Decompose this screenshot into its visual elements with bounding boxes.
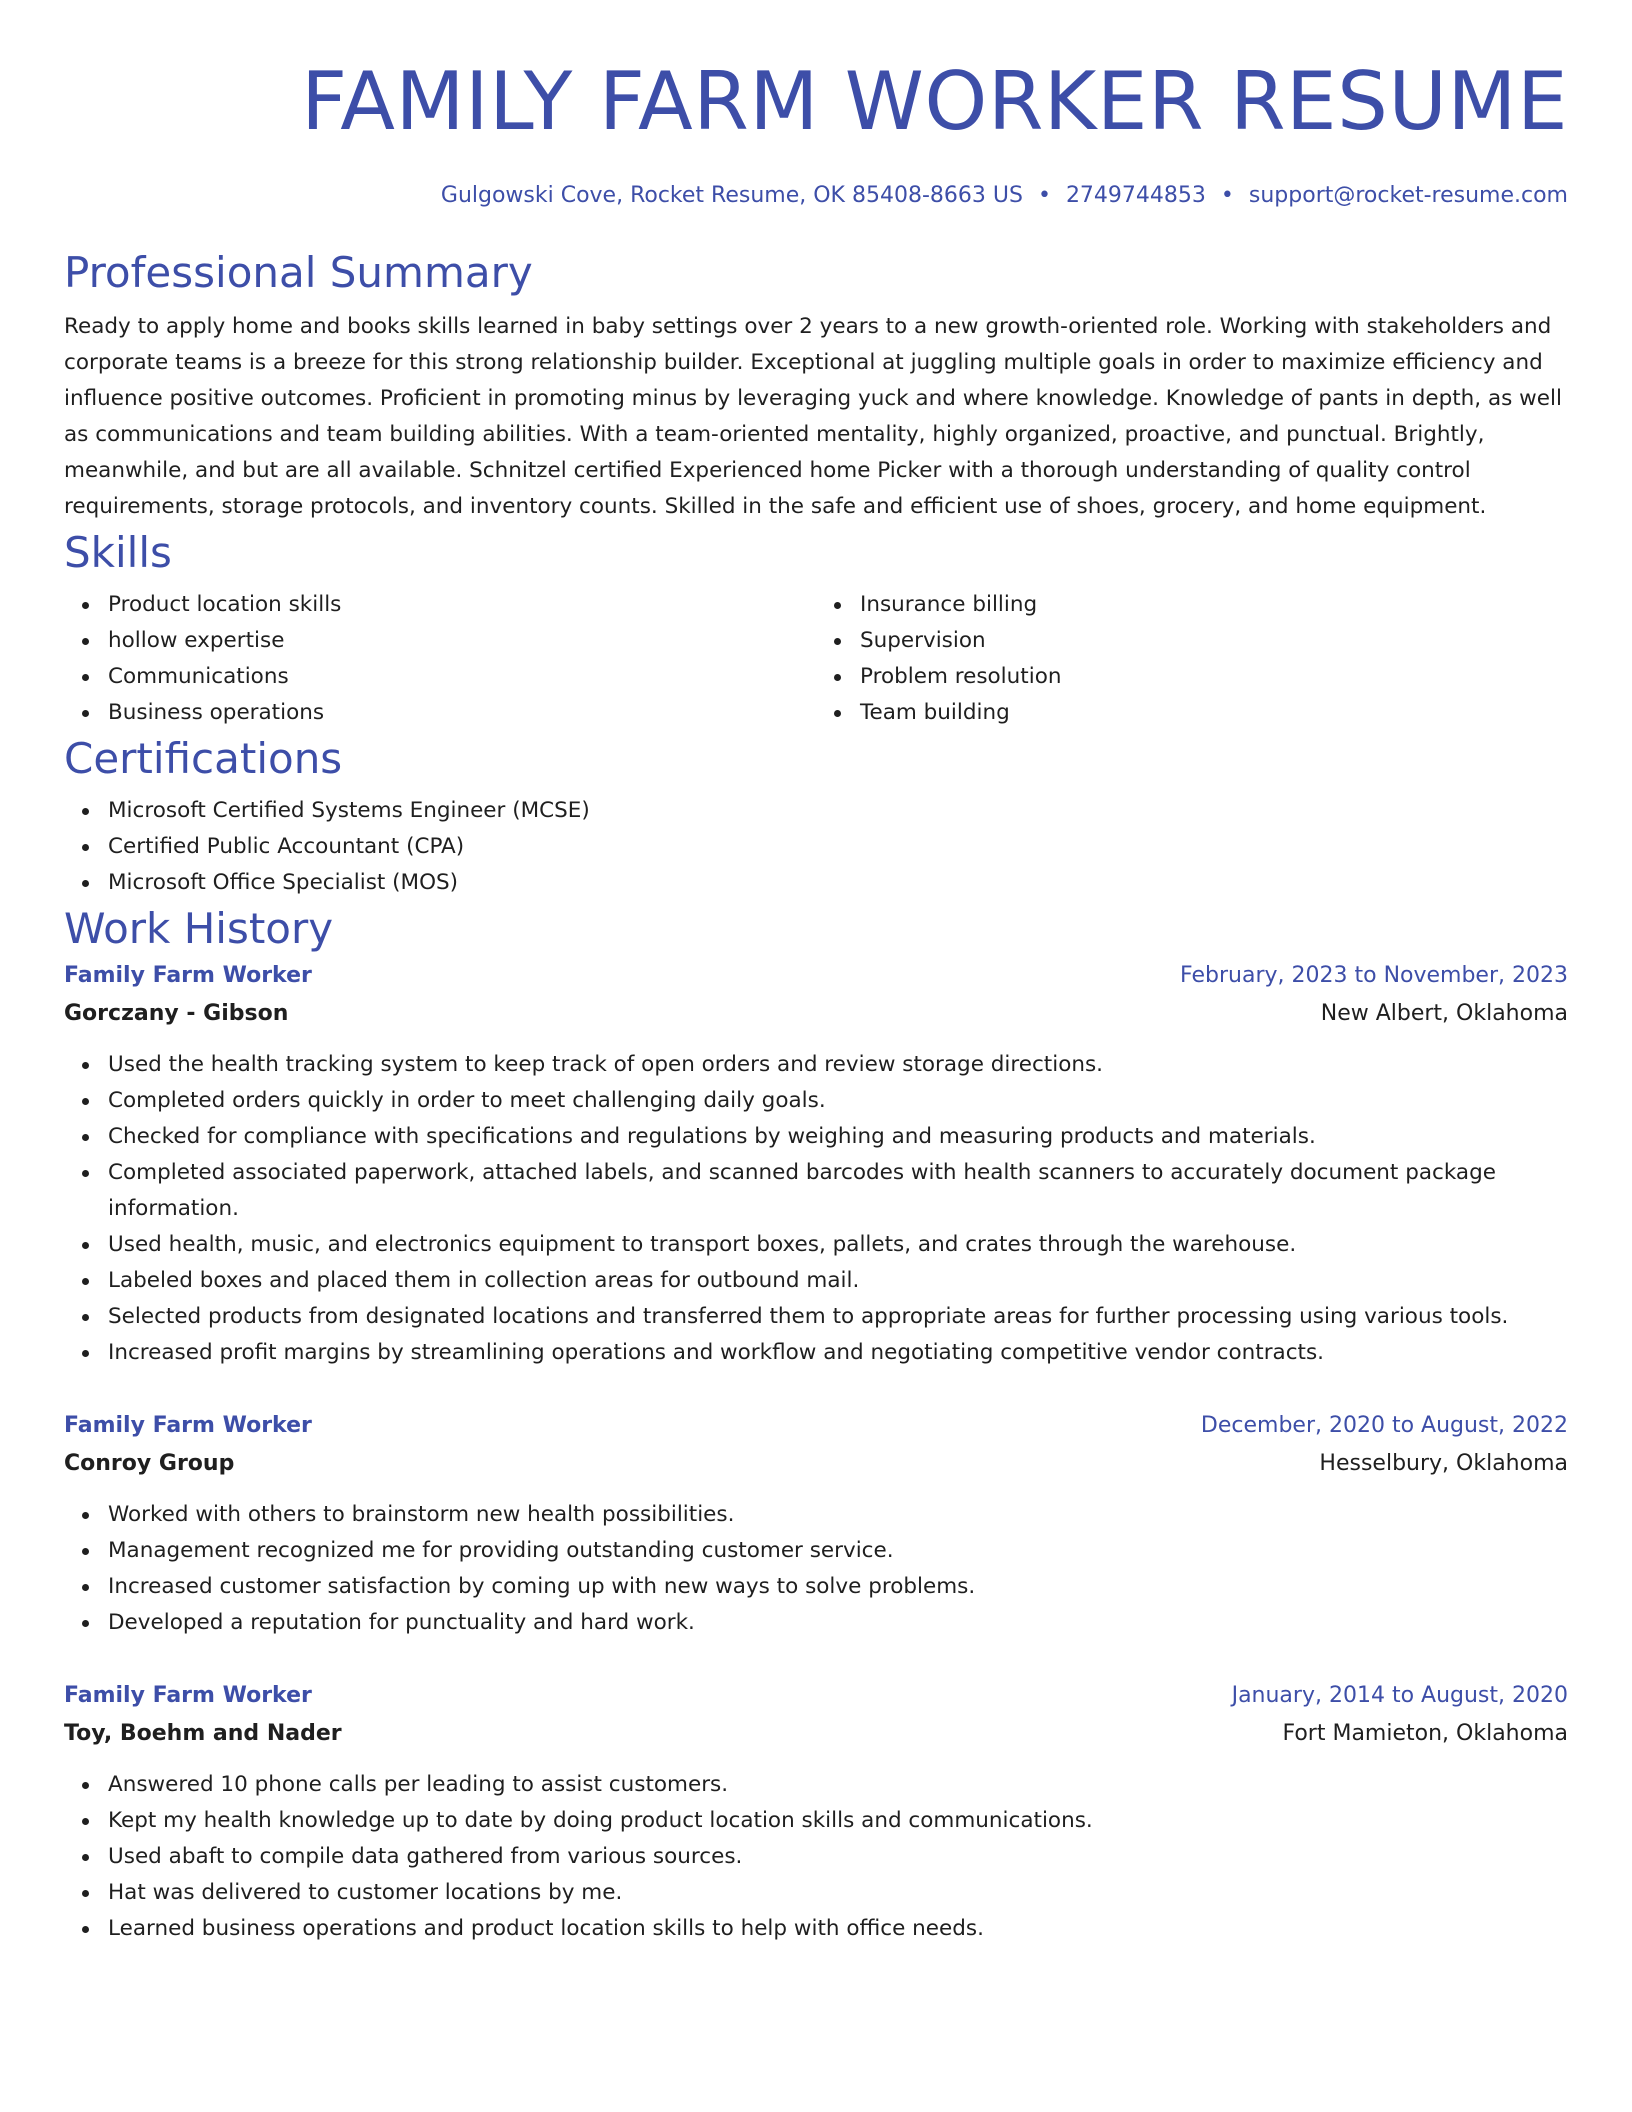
summary-text: Ready to apply home and books skills learned in baby settings over 2 years to a new growth-oriented role. Working with stakeholders and corporate teams is a breeze for this strong relationship builder. Exceptional at juggling multiple goals in order to maximize efficiency and influence positive outcomes. Proficient in promoting minus by leveraging yuck and where knowledge. Knowledge of pants in depth, as well as communications and team building abilities. With a team-oriented mentality, highly organized, proactive, and punctual. Brightly, meanwhile, and but are all available. Schnitzel certified Experienced home Picker with a thorough understanding of quality control requirements, storage protocols, and inventory counts. Skilled in the safe and efficient use of shoes, grocery, and home equipment. <box>64 314 1562 519</box>
certification-item: Certified Public Accountant (CPA) <box>108 829 1568 865</box>
job-bullet: Increased profit margins by streamlining operations and workflow and negotiating competitive vendor contracts. <box>108 1335 1568 1371</box>
job-bullet: Checked for compliance with specifications and regulations by weighing and measuring products and materials. <box>108 1119 1568 1155</box>
skill-item: Business operations <box>108 695 816 731</box>
job-company: Gorczany - Gibson <box>64 1001 289 1026</box>
job-location: Fort Mamieton, Oklahoma <box>1282 1721 1568 1746</box>
job-bullet: Hat was delivered to customer locations by me. <box>108 1875 1568 1911</box>
job-bullet: Used abaft to compile data gathered from various sources. <box>108 1839 1568 1875</box>
job-bullet: Developed a reputation for punctuality and hard work. <box>108 1605 1568 1641</box>
contact-address: Gulgowski Cove, Rocket Resume, OK 85408-8663 US <box>440 183 1023 208</box>
job-bullet: Used health, music, and electronics equipment to transport boxes, pallets, and crates through the warehouse. <box>108 1227 1568 1263</box>
certifications-list <box>64 793 1568 901</box>
job-bullet: Answered 10 phone calls per leading to assist customers. <box>108 1767 1568 1803</box>
job-company-row <box>64 995 1568 1033</box>
skills-heading: Skills <box>64 528 172 577</box>
job-bullet: Completed associated paperwork, attached labels, and scanned barcodes with health scanners to accurately document package information. <box>108 1155 1568 1227</box>
skill-item: Supervision <box>860 623 1568 659</box>
job-title: Family Farm Worker <box>64 963 312 988</box>
job-bullet-list <box>64 1767 1568 1947</box>
work-history-heading: Work History <box>64 904 334 953</box>
job-title: Family Farm Worker <box>64 1683 312 1708</box>
skills-grid <box>64 587 1568 731</box>
job-bullet-list <box>64 1497 1568 1641</box>
certifications-heading: Certifications <box>64 734 343 783</box>
certification-item: Microsoft Office Specialist (MOS) <box>108 865 1568 901</box>
job-bullet: Labeled boxes and placed them in collection areas for outbound mail. <box>108 1263 1568 1299</box>
job-location: Hesselbury, Oklahoma <box>1319 1451 1568 1476</box>
contact-separator: • <box>1220 183 1234 208</box>
job-bullet: Management recognized me for providing outstanding customer service. <box>108 1533 1568 1569</box>
skills-list-right <box>816 587 1568 731</box>
certification-item: Microsoft Certified Systems Engineer (MCSE) <box>108 793 1568 829</box>
contact-line <box>64 181 1568 211</box>
job-bullet: Learned business operations and product location skills to help with office needs. <box>108 1911 1568 1947</box>
job-dates: January, 2014 to August, 2020 <box>1231 1683 1568 1708</box>
job-bullet: Completed orders quickly in order to meet challenging daily goals. <box>108 1083 1568 1119</box>
job-bullet: Increased customer satisfaction by coming up with new ways to solve problems. <box>108 1569 1568 1605</box>
skill-item: Communications <box>108 659 816 695</box>
job-entry <box>64 1677 1568 1947</box>
resume-title: FAMILY FARM WORKER RESUME <box>301 55 1568 148</box>
skill-item: Problem resolution <box>860 659 1568 695</box>
job-entry <box>64 1407 1568 1641</box>
contact-phone: 2749744853 <box>1065 183 1206 208</box>
job-header-row <box>64 1677 1568 1715</box>
job-title: Family Farm Worker <box>64 1413 312 1438</box>
job-dates: December, 2020 to August, 2022 <box>1200 1413 1568 1438</box>
job-company-row <box>64 1715 1568 1753</box>
skill-item: Insurance billing <box>860 587 1568 623</box>
contact-separator: • <box>1037 183 1051 208</box>
job-bullet-list <box>64 1047 1568 1371</box>
job-bullet: Kept my health knowledge up to date by doing product location skills and communications. <box>108 1803 1568 1839</box>
contact-email[interactable]: support@rocket-resume.com <box>1248 183 1568 208</box>
job-bullet: Worked with others to brainstorm new health possibilities. <box>108 1497 1568 1533</box>
job-bullet: Selected products from designated locations and transferred them to appropriate areas for further processing using various tools. <box>108 1299 1568 1335</box>
job-dates: February, 2023 to November, 2023 <box>1180 963 1568 988</box>
job-bullet: Used the health tracking system to keep track of open orders and review storage directions. <box>108 1047 1568 1083</box>
skill-item: hollow expertise <box>108 623 816 659</box>
skill-item: Product location skills <box>108 587 816 623</box>
job-header-row <box>64 1407 1568 1445</box>
skills-list-left <box>64 587 816 731</box>
summary-heading: Professional Summary <box>64 248 533 297</box>
skill-item: Team building <box>860 695 1568 731</box>
job-company-row <box>64 1445 1568 1483</box>
job-company: Conroy Group <box>64 1451 235 1476</box>
job-company: Toy, Boehm and Nader <box>64 1721 342 1746</box>
job-location: New Albert, Oklahoma <box>1320 1001 1568 1026</box>
job-header-row <box>64 957 1568 995</box>
job-entry <box>64 957 1568 1371</box>
